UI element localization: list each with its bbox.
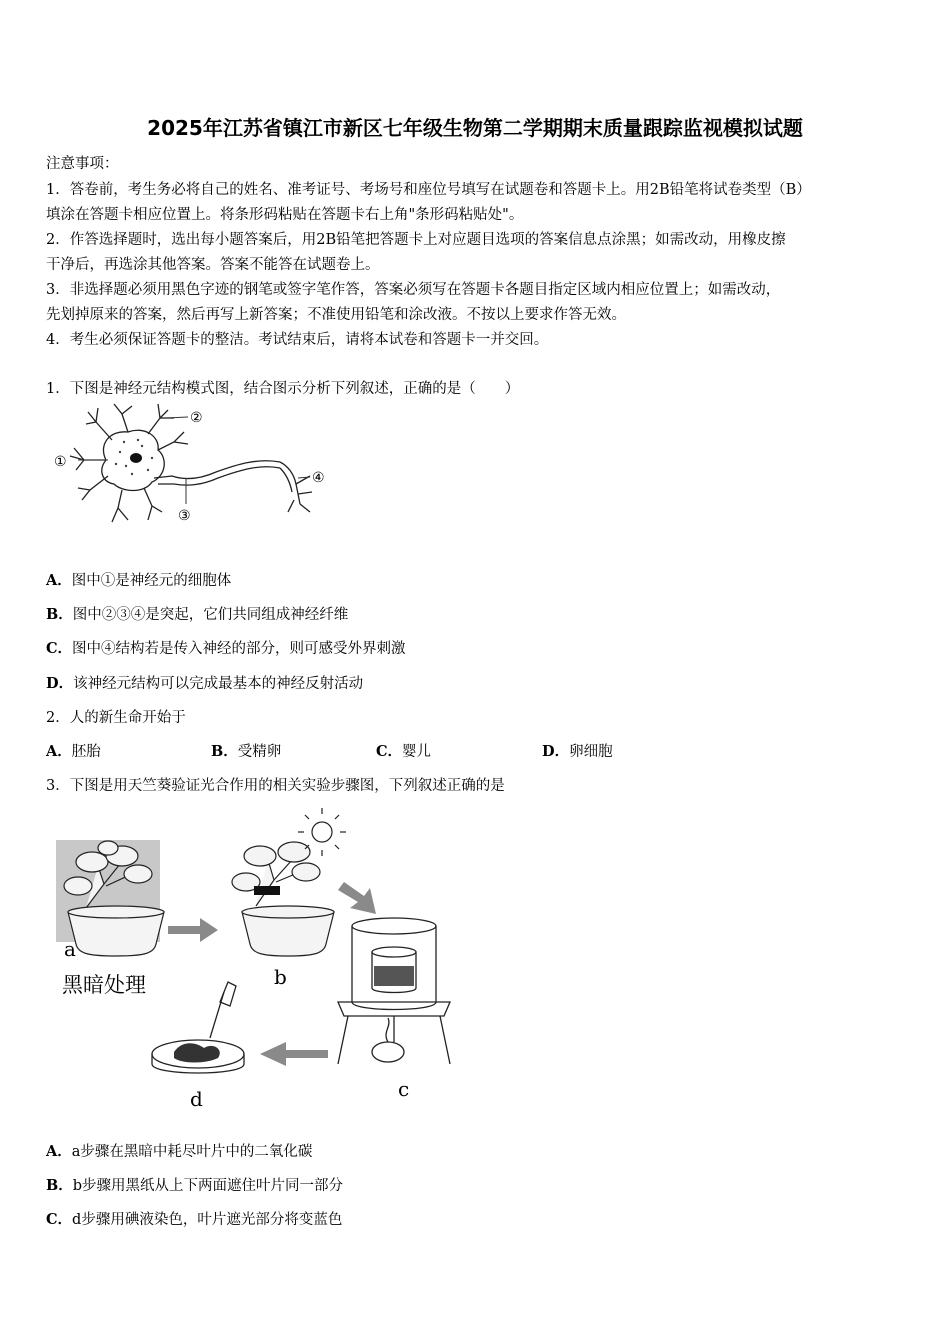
question-3-stem: 3．下图是用天竺葵验证光合作用的相关实验步骤图，下列叙述正确的是: [46, 778, 505, 794]
question-1-option-b: B．图中②③④是突起，它们共同组成神经纤维: [46, 606, 349, 623]
notice-line: 先划掉原来的答案，然后再写上新答案；不准使用铅笔和涂改液。不按以上要求作答无效。: [46, 307, 626, 323]
step-c-label: c: [398, 1077, 410, 1101]
question-2-stem: 2．人的新生命开始于: [46, 710, 186, 726]
question-1-option-c: C．图中④结构若是传入神经的部分，则可感受外界刺激: [46, 640, 406, 657]
step-d-label: d: [190, 1087, 203, 1111]
question-3-option-c: C．d步骤用碘液染色，叶片遮光部分将变蓝色: [46, 1211, 343, 1228]
notice-line: 1．答卷前，考生务必将自己的姓名、准考证号、考场号和座位号填写在试题卷和答题卡上。用2B铅笔将试卷类型（B）: [46, 182, 811, 198]
neuron-label: ②: [190, 410, 203, 426]
notice-line: 4．考生必须保证答题卡的整洁。考试结束后，请将本试卷和答题卡一并交回。: [46, 332, 549, 348]
neuron-label: ③: [178, 508, 191, 524]
question-1-option-d: D．该神经元结构可以完成最基本的神经反射活动: [46, 675, 364, 692]
notice-line: 干净后，再选涂其他答案。答案不能答在试题卷上。: [46, 257, 380, 273]
question-2-option-a: A．胚胎: [46, 743, 101, 760]
notice-line: 2．作答选择题时，选出每小题答案后，用2B铅笔把答题卡上对应题目选项的答案信息点涂黑；如需改动，用橡皮擦: [46, 232, 786, 248]
question-1-stem: 1．下图是神经元结构模式图，结合图示分析下列叙述，正确的是（ ）: [46, 381, 520, 397]
question-1-option-a: A．图中①是神经元的细胞体: [46, 572, 232, 589]
notice-line: 3．非选择题必须用黑色字迹的钢笔或签字笔作答，答案必须写在答题卡各题目指定区域内相应位置上；如需改动，: [46, 282, 781, 298]
notice-line: 填涂在答题卡相应位置上。将条形码粘贴在答题卡右上角"条形码粘贴处"。: [46, 207, 524, 223]
question-3-option-b: B．b步骤用黑纸从上下两面遮住叶片同一部分: [46, 1177, 344, 1194]
question-2-option-c: C．婴儿: [376, 743, 432, 760]
dark-treatment-label: 黑暗处理: [62, 973, 146, 997]
neuron-label: ①: [54, 454, 67, 470]
question-3-option-a: A．a步骤在黑暗中耗尽叶片中的二氧化碳: [46, 1143, 313, 1160]
step-a-label: a: [64, 937, 76, 961]
question-2-option-d: D．卵细胞: [542, 743, 613, 760]
step-b-label: b: [274, 965, 287, 989]
page-title: 2025年江苏省镇江市新区七年级生物第二学期期末质量跟踪监视模拟试题: [147, 116, 803, 140]
question-2-options: [46, 740, 746, 760]
question-2-option-b: B．受精卵: [211, 743, 282, 760]
neuron-diagram: [48, 400, 338, 528]
neuron-label: ④: [312, 470, 325, 486]
notice-heading: 注意事项：: [46, 156, 119, 172]
photosynthesis-experiment-figure: [46, 802, 456, 1112]
